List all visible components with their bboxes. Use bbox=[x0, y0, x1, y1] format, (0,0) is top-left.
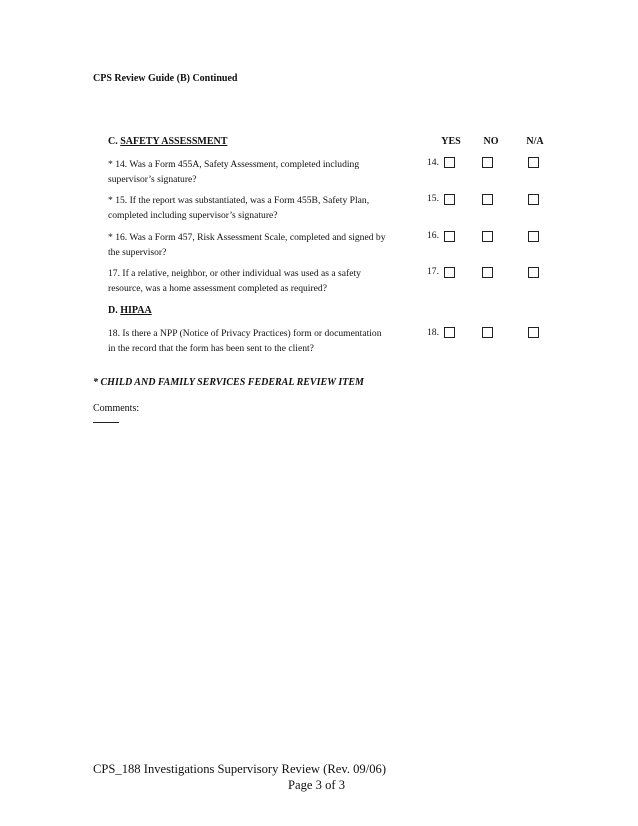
checkbox-14-yes[interactable] bbox=[444, 157, 455, 168]
section-c-heading bbox=[108, 136, 227, 147]
question-text-line1: 17. If a relative, neighbor, or other individual was used as a safety bbox=[108, 268, 361, 279]
question-text-line1: 18. Is there a NPP (Notice of Privacy Practices) form or documentation bbox=[108, 328, 382, 339]
footer-page-number: Page 3 of 3 bbox=[288, 778, 346, 792]
column-no: NO bbox=[483, 136, 499, 147]
question-text-line1: * 16. Was a Form 457, Risk Assessment Scale, completed and signed by bbox=[108, 232, 386, 243]
section-d-letter: D. bbox=[108, 305, 118, 316]
checkbox-15-no[interactable] bbox=[482, 194, 493, 205]
checkbox-16-yes[interactable] bbox=[444, 231, 455, 242]
checkbox-17-yes[interactable] bbox=[444, 267, 455, 278]
question-16 bbox=[108, 230, 418, 260]
federal-review-note: * CHILD AND FAMILY SERVICES FEDERAL REVIEW ITEM bbox=[93, 377, 364, 388]
checkbox-16-no[interactable] bbox=[482, 231, 493, 242]
question-number: 16. bbox=[427, 230, 439, 241]
section-c-title: SAFETY ASSESSMENT bbox=[120, 136, 228, 147]
question-number: 17. bbox=[427, 266, 439, 277]
footer-form-id: CPS_188 Investigations Supervisory Review (Rev. 09/06) bbox=[93, 762, 387, 776]
comments-label: Comments: bbox=[93, 403, 140, 414]
checkbox-18-no[interactable] bbox=[482, 327, 493, 338]
checkbox-15-na[interactable] bbox=[528, 194, 539, 205]
section-d-title: HIPAA bbox=[120, 305, 152, 316]
checkbox-18-yes[interactable] bbox=[444, 327, 455, 338]
question-15 bbox=[108, 193, 418, 223]
section-d-heading bbox=[108, 305, 152, 316]
checkbox-17-no[interactable] bbox=[482, 267, 493, 278]
checkbox-16-na[interactable] bbox=[528, 231, 539, 242]
checkbox-18-na[interactable] bbox=[528, 327, 539, 338]
section-c-letter: C. bbox=[108, 136, 118, 147]
comments-line[interactable] bbox=[93, 422, 119, 423]
column-yes: YES bbox=[441, 136, 461, 147]
question-number: 15. bbox=[427, 193, 439, 204]
question-text-line1: * 15. If the report was substantiated, was a Form 455B, Safety Plan, bbox=[108, 195, 370, 206]
question-17 bbox=[108, 266, 418, 296]
checkbox-15-yes[interactable] bbox=[444, 194, 455, 205]
question-text-line2: supervisor’s signature? bbox=[108, 174, 197, 185]
checkbox-17-na[interactable] bbox=[528, 267, 539, 278]
question-text-line2: in the record that the form has been sent to the client? bbox=[108, 343, 314, 354]
question-text-line2: resource, was a home assessment completed as required? bbox=[108, 283, 327, 294]
question-14 bbox=[108, 157, 418, 187]
checkbox-14-no[interactable] bbox=[482, 157, 493, 168]
checkbox-14-na[interactable] bbox=[528, 157, 539, 168]
question-text-line1: * 14. Was a Form 455A, Safety Assessment, completed including bbox=[108, 159, 360, 170]
column-na: N/A bbox=[526, 136, 544, 147]
question-text-line2: completed including supervisor’s signature? bbox=[108, 210, 278, 221]
question-text-line2: the supervisor? bbox=[108, 247, 167, 258]
question-number: 18. bbox=[427, 327, 439, 338]
page-header: CPS Review Guide (B) Continued bbox=[93, 73, 238, 84]
question-number: 14. bbox=[427, 157, 439, 168]
question-18 bbox=[108, 326, 418, 356]
